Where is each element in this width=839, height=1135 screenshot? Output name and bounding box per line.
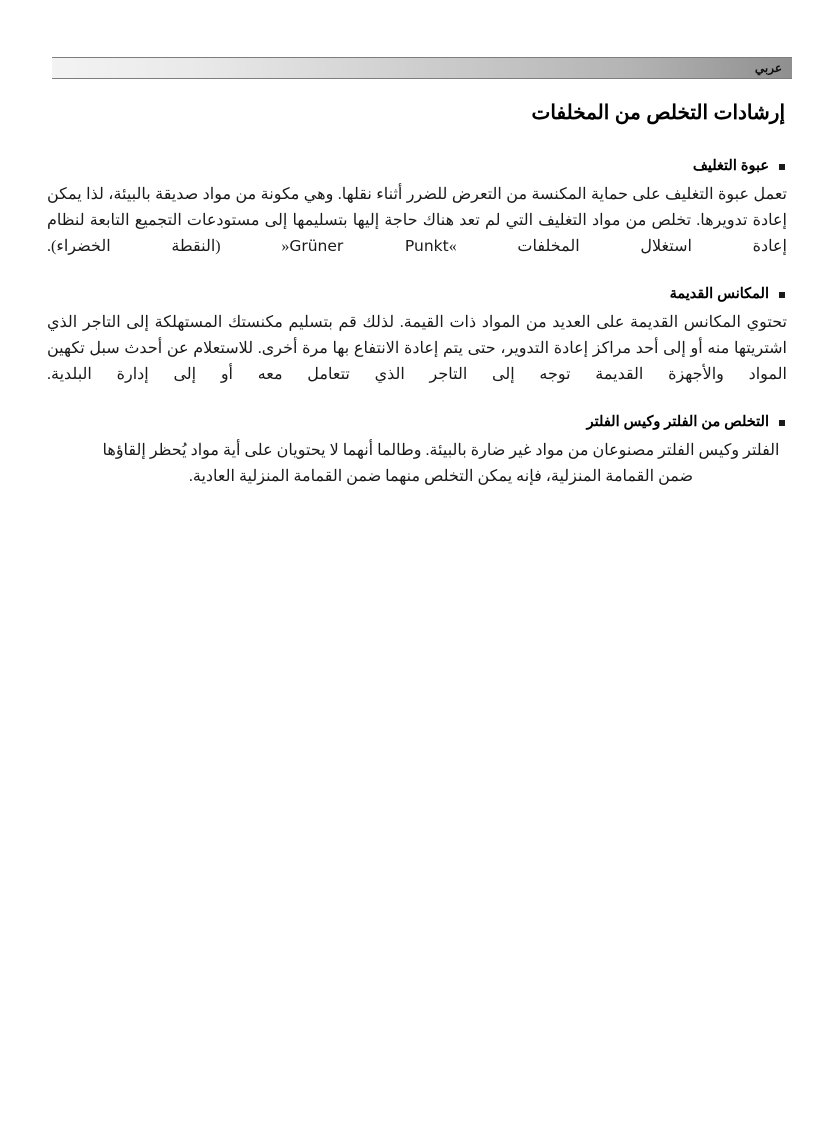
section-heading-filter-label: التخلص من الفلتر وكيس الفلتر (586, 414, 769, 431)
section-body-packaging (47, 182, 787, 260)
language-header-band (52, 57, 792, 79)
section-body-filter: الفلتر وكيس الفلتر مصنوعان من مواد غير ضارة بالبيئة. وطالما أنهما لا يحتويان على أية مواد يُحظر إلقاؤها ضمن القمامة المنزلية، فإنه يمكن التخلص منهما ضمن القمامة المنزلية العادية. (102, 442, 780, 486)
section-heading-packaging-label: عبوة التغليف (692, 158, 769, 174)
section-old-vacuum-cleaners (47, 284, 787, 388)
packaging-text-before: تعمل عبوة التغليف على حماية المكنسة من التعرض للضرر أثناء نقلها. وهي مكونة من مواد صديقة بالبيئة، لذا يمكن إعادة تدويرها. تخلص من مواد التغليف التي لم تعد هناك حاجة إليها بتسليمها إلى مستودعات التجميع التابعة لنظام إعادة استغلال المخلفات » (47, 186, 787, 256)
page-title: إرشادات التخلص من المخلفات (531, 102, 785, 124)
section-filter-disposal (47, 412, 787, 490)
bullet-square-icon (779, 420, 785, 426)
section-heading-old-vacuum-label: المكانس القديمة (669, 286, 769, 303)
section-heading-filter (47, 412, 787, 432)
gruener-punkt-brand: Grüner Punkt (289, 237, 449, 256)
bullet-square-icon (779, 292, 785, 298)
document-content (47, 100, 787, 514)
section-heading-old-vacuum (47, 284, 787, 304)
section-body-old-vacuum: تحتوي المكانس القديمة على العديد من المواد ذات القيمة. لذلك قم بتسليم مكنستك المستهلكة إلى التاجر الذي اشتريتها منه أو إلى أحد مراكز إعادة التدوير، حتى يتم إعادة الانتفاع بها مرة أخرى. للاستعلام عن أحدث سبل تكهين المواد والأجهزة القديمة توجه إلى التاجر الذي تتعامل معه أو إلى إدارة البلدية. (47, 314, 787, 384)
bullet-square-icon (779, 164, 785, 170)
section-packaging (47, 156, 787, 260)
section-heading-packaging (47, 156, 787, 176)
packaging-text-after: « (النقطة الخضراء). (47, 238, 290, 256)
language-label: عربي (754, 61, 782, 75)
